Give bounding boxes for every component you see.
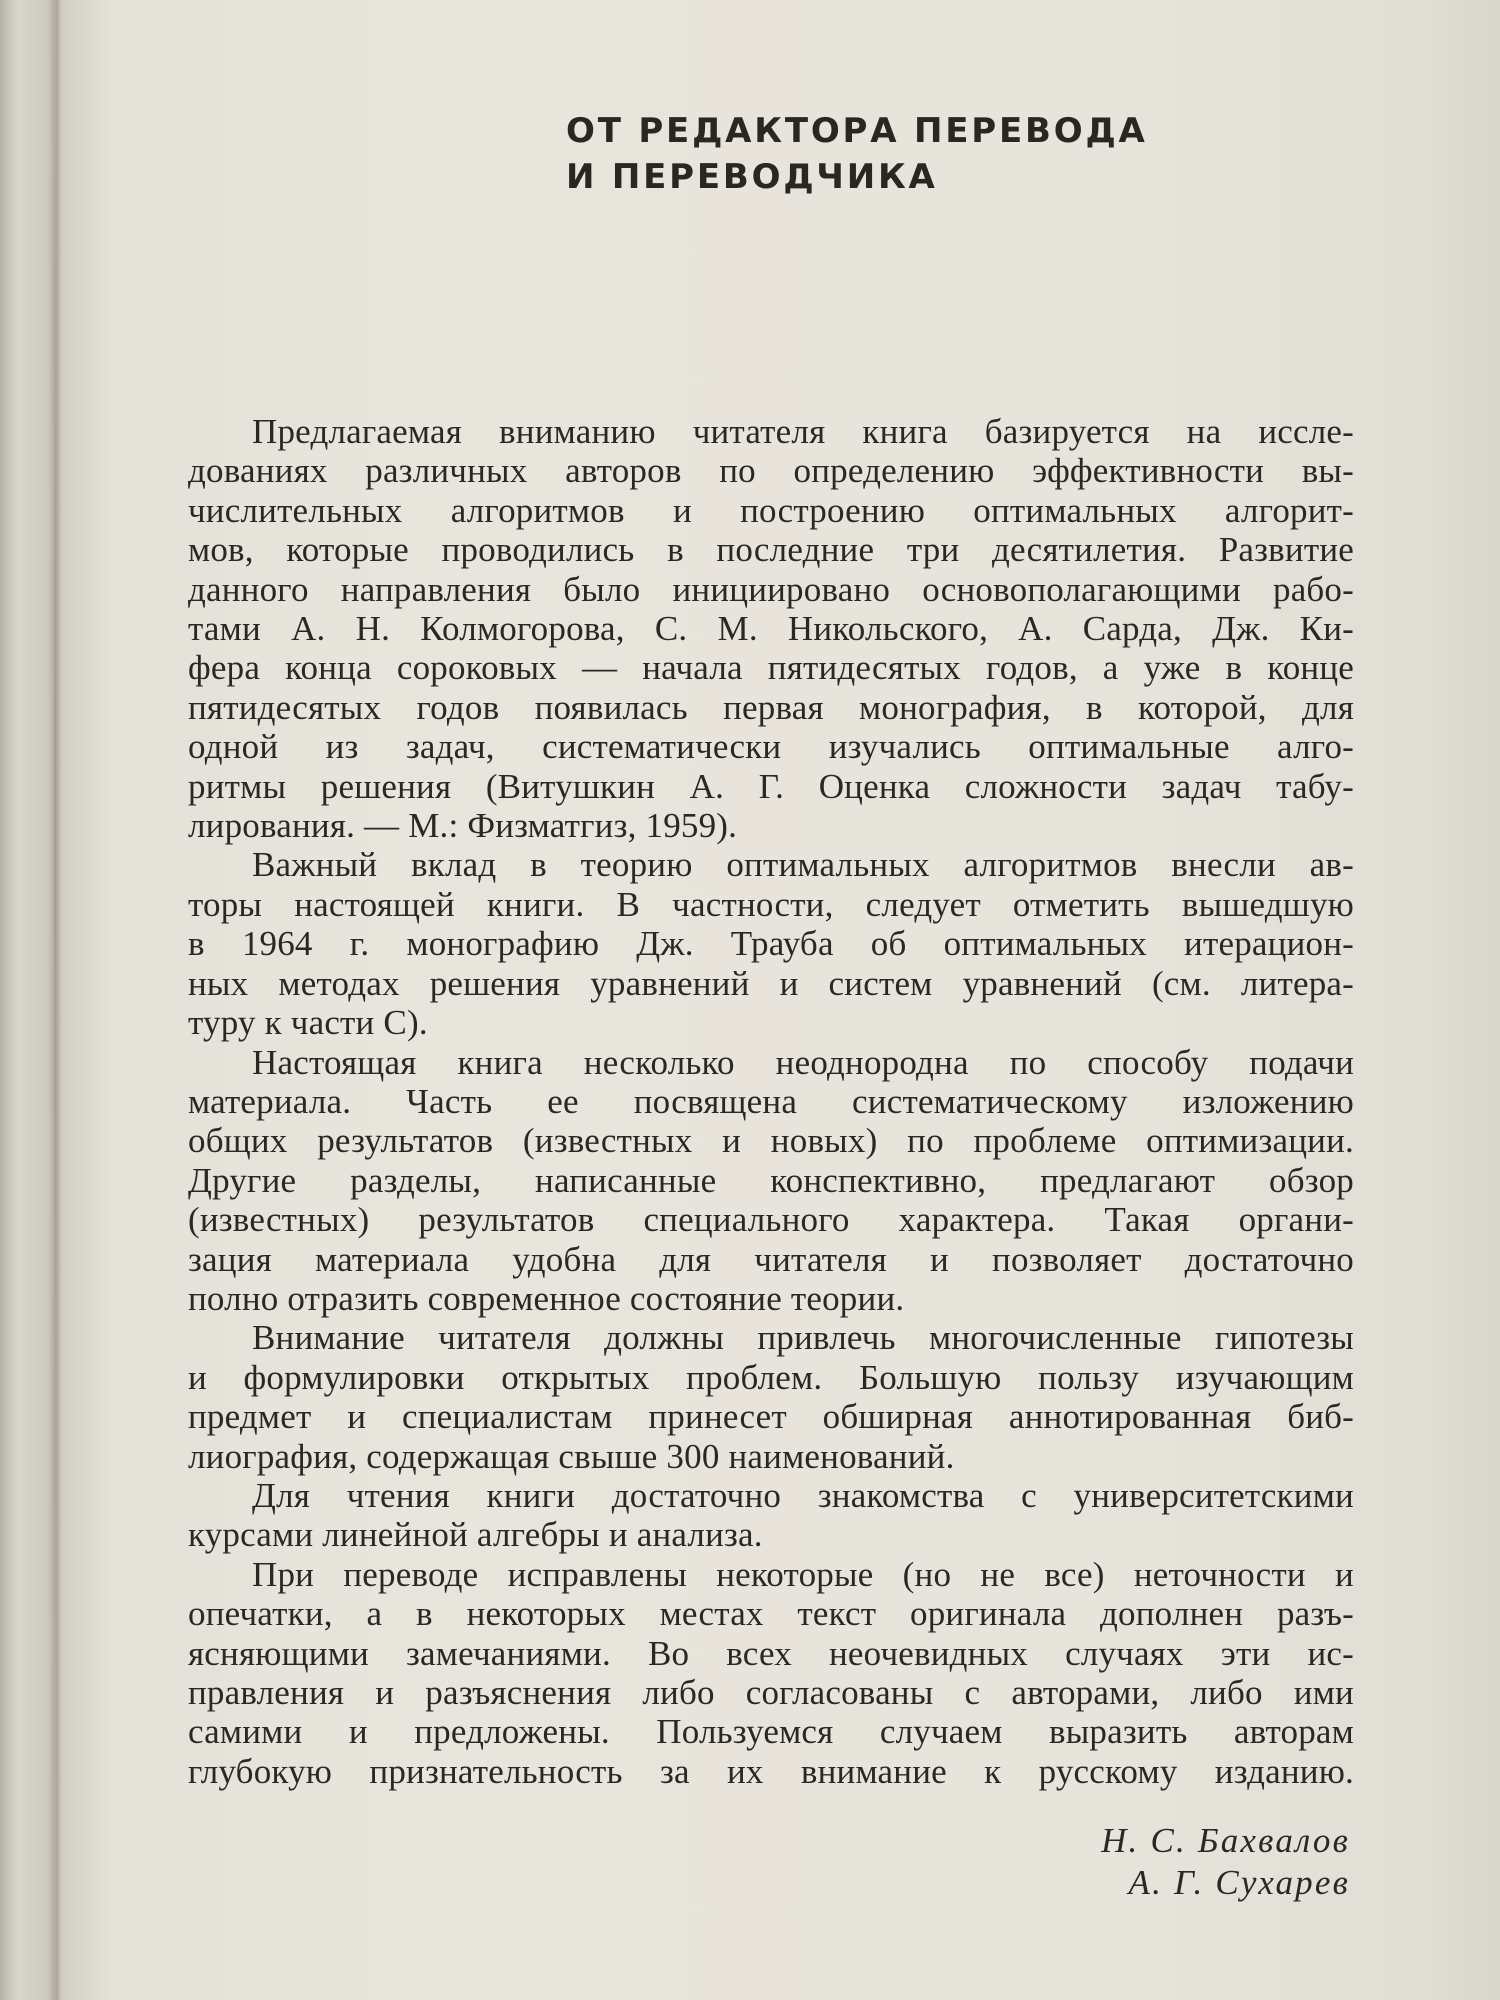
text-line: тами А. Н. Колмогорова, С. М. Никольского, А. Сарда, Дж. Ки-	[188, 609, 1354, 649]
text-line: (известных) результатов специального характера. Такая органи-	[188, 1200, 1354, 1240]
text-line: Другие разделы, написанные конспективно, предлагают обзор	[188, 1160, 1354, 1200]
text-line: и формулировки открытых проблем. Большую пользу изучающим	[188, 1357, 1354, 1397]
text-line: ритмы решения (Витушкин А. Г. Оценка сложности задач табу-	[188, 766, 1354, 806]
text-line: материала. Часть ее посвящена систематическому изложению	[188, 1081, 1354, 1121]
text-line: зация материала удобна для читателя и позволяет достаточно	[188, 1239, 1354, 1279]
paragraph-3	[188, 1043, 1354, 1319]
text-line: самими и предложены. Пользуемся случаем выразить авторам	[188, 1712, 1354, 1752]
text-line: одной из задач, систематически изучались оптимальные алго-	[188, 727, 1354, 767]
text-line: При переводе исправлены некоторые (но не все) неточности и	[252, 1554, 1354, 1594]
text-line: торы настоящей книги. В частности, следует отметить вышедшую	[188, 884, 1354, 924]
paragraph-2	[188, 845, 1354, 1042]
text-line: глубокую признательность за их внимание к русскому изданию.	[188, 1751, 1354, 1791]
text-line: полно отразить современное состояние теории.	[188, 1278, 905, 1318]
title-line-1: ОТ РЕДАКТОРА ПЕРЕВОДА	[566, 111, 1148, 151]
paragraph-6	[188, 1555, 1354, 1791]
body-text	[188, 412, 1354, 1791]
paragraph-4	[188, 1318, 1354, 1476]
text-line: общих результатов (известных и новых) по проблеме оптимизации.	[188, 1121, 1354, 1161]
text-line: туру к части С).	[188, 1003, 428, 1043]
text-line: числительных алгоритмов и построению оптимальных алгорит-	[188, 490, 1354, 530]
paragraph-1	[188, 412, 1354, 845]
text-line: предмет и специалистам принесет обширная аннотированная биб-	[188, 1397, 1354, 1437]
text-line: фера конца сороковых — начала пятидесятых годов, а уже в конце	[188, 648, 1354, 688]
text-line: опечатки, а в некоторых местах текст оригинала дополнен разъ-	[188, 1594, 1354, 1634]
title-line-2: И ПЕРЕВОДЧИКА	[566, 157, 938, 197]
text-line: лирования. — М.: Физматгиз, 1959).	[188, 806, 738, 846]
text-line: дованиях различных авторов по определению эффективности вы-	[188, 451, 1354, 491]
text-line: лиография, содержащая свыше 300 наименований.	[188, 1436, 955, 1476]
text-line: правления и разъяснения либо согласованы с авторами, либо ими	[188, 1673, 1354, 1712]
signature-editor: Н. С. Бахвалов	[1101, 1821, 1350, 1860]
signature-translator: А. Г. Сухарев	[1128, 1863, 1350, 1902]
text-line: Предлагаемая вниманию читателя книга базируется на иссле-	[252, 412, 1354, 451]
text-line: мов, которые проводились в последние три десятилетия. Развитие	[188, 530, 1354, 570]
text-line: Для чтения книги достаточно знакомства с университетскими	[252, 1475, 1354, 1515]
page-edge-shadow	[0, 0, 14, 2000]
paragraph-5	[188, 1476, 1354, 1555]
text-line: Важный вклад в теорию оптимальных алгоритмов внесли ав-	[252, 845, 1354, 885]
text-line: ясняющими замечаниями. Во всех неочевидных случаях эти ис-	[188, 1633, 1354, 1673]
text-line: Внимание читателя должны привлечь многочисленные гипотезы	[252, 1318, 1354, 1358]
text-line: курсами линейной алгебры и анализа.	[188, 1515, 763, 1555]
text-line: Настоящая книга несколько неоднородна по способу подачи	[252, 1042, 1354, 1082]
book-gutter	[54, 0, 56, 2000]
page-title	[566, 108, 1148, 200]
text-line: в 1964 г. монографию Дж. Трауба об оптимальных итерацион-	[188, 924, 1354, 964]
signatures	[1101, 1820, 1350, 1904]
text-line: данного направления было инициировано основополагающими рабо-	[188, 569, 1354, 609]
text-line: пятидесятых годов появилась первая монография, в которой, для	[188, 687, 1354, 727]
text-line: ных методах решения уравнений и систем уравнений (см. литера-	[188, 963, 1354, 1003]
